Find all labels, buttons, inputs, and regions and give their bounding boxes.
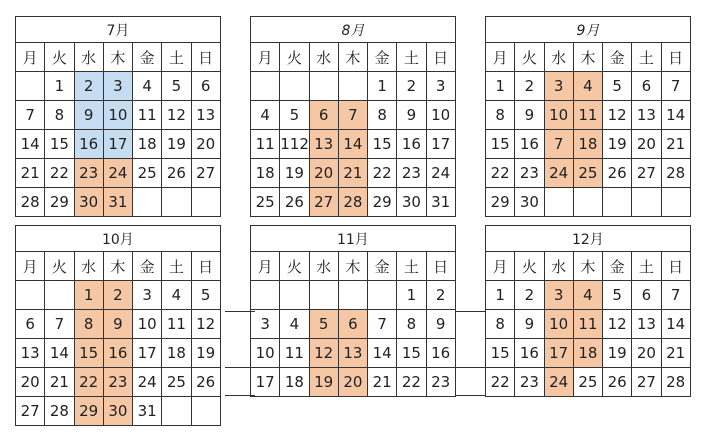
day-cell: 7 [338,101,367,130]
day-cell: 23 [515,159,544,188]
day-cell: 10 [426,101,455,130]
day-cell: 25 [573,368,602,397]
day-cell: 13 [632,101,661,130]
weekday-header: 金 [368,252,397,281]
weekday-header: 月 [486,252,515,281]
day-cell: 2 [103,281,132,310]
day-cell: 29 [486,188,515,217]
empty-cell [191,188,220,217]
day-cell: 7 [45,310,74,339]
day-cell: 16 [74,130,103,159]
day-cell: 21 [661,339,690,368]
weekday-header: 月 [251,252,280,281]
weekday-header: 金 [133,252,162,281]
day-cell: 25 [162,368,191,397]
weekday-header: 火 [515,252,544,281]
day-cell: 22 [486,368,515,397]
day-cell: 18 [573,339,602,368]
day-cell: 24 [103,159,132,188]
weekday-header: 土 [397,252,426,281]
day-cell: 14 [16,130,45,159]
month-title: 9月 [486,17,691,43]
day-cell: 19 [309,368,338,397]
day-cell: 31 [133,397,162,426]
day-cell: 24 [426,159,455,188]
weekday-header: 月 [16,252,45,281]
empty-cell [368,281,397,310]
day-cell: 1 [74,281,103,310]
empty-cell [544,188,573,217]
day-cell: 5 [603,281,632,310]
empty-cell [191,397,220,426]
empty-cell [661,188,690,217]
day-cell: 20 [191,130,220,159]
empty-cell [45,281,74,310]
day-cell: 14 [661,310,690,339]
day-cell: 14 [368,339,397,368]
day-cell: 25 [133,159,162,188]
day-cell: 23 [397,159,426,188]
day-cell: 7 [368,310,397,339]
day-cell: 29 [368,188,397,217]
day-cell: 7 [544,130,573,159]
day-cell: 19 [162,130,191,159]
day-cell: 13 [191,101,220,130]
month-calendar [250,225,456,397]
day-cell: 27 [632,159,661,188]
weekday-header: 火 [280,252,309,281]
day-cell: 9 [103,310,132,339]
day-cell: 8 [397,310,426,339]
empty-cell [309,72,338,101]
grid-connector-line [455,395,485,396]
day-cell: 21 [16,159,45,188]
day-cell: 4 [162,281,191,310]
day-cell: 20 [16,368,45,397]
month-table [15,16,221,217]
month-calendar [485,16,691,217]
day-cell: 6 [191,72,220,101]
month-table [250,225,456,397]
day-cell: 23 [74,159,103,188]
day-cell: 17 [251,368,280,397]
grid-connector-line [455,311,485,312]
day-cell: 6 [338,310,367,339]
day-cell: 1 [486,281,515,310]
day-cell: 22 [368,159,397,188]
weekday-header: 土 [162,252,191,281]
weekday-header: 日 [426,43,455,72]
month-title: 12月 [486,226,691,252]
day-cell: 11 [162,310,191,339]
day-cell: 11 [573,101,602,130]
day-cell: 26 [280,188,309,217]
weekday-header: 月 [486,43,515,72]
day-cell: 7 [661,281,690,310]
weekday-header: 火 [45,252,74,281]
weekday-header: 金 [603,43,632,72]
grid-connector-line [225,395,255,396]
day-cell: 6 [632,72,661,101]
day-cell: 11 [251,130,280,159]
weekday-header: 木 [338,43,367,72]
day-cell: 23 [426,368,455,397]
day-cell: 15 [397,339,426,368]
day-cell: 23 [515,368,544,397]
empty-cell [251,281,280,310]
weekday-header: 金 [368,43,397,72]
day-cell: 16 [103,339,132,368]
day-cell: 27 [309,188,338,217]
day-cell: 10 [103,101,132,130]
day-cell: 4 [133,72,162,101]
weekday-header: 水 [74,43,103,72]
day-cell: 13 [309,130,338,159]
day-cell: 3 [544,72,573,101]
day-cell: 3 [133,281,162,310]
day-cell: 13 [632,310,661,339]
day-cell: 30 [515,188,544,217]
weekday-header: 木 [338,252,367,281]
day-cell: 18 [162,339,191,368]
day-cell: 16 [397,130,426,159]
month-title: 11月 [251,226,456,252]
month-calendar [250,16,456,217]
weekday-header: 日 [191,252,220,281]
empty-cell [162,188,191,217]
empty-cell [573,188,602,217]
day-cell: 20 [632,339,661,368]
weekday-header: 木 [103,252,132,281]
day-cell: 4 [251,101,280,130]
day-cell: 30 [103,397,132,426]
empty-cell [280,72,309,101]
day-cell: 12 [603,310,632,339]
day-cell: 9 [426,310,455,339]
day-cell: 23 [103,368,132,397]
day-cell: 4 [573,281,602,310]
day-cell: 21 [661,130,690,159]
month-table [15,225,221,426]
day-cell: 7 [16,101,45,130]
day-cell: 12 [191,310,220,339]
day-cell: 17 [544,339,573,368]
day-cell: 30 [74,188,103,217]
month-table [485,225,691,397]
weekday-header: 日 [426,252,455,281]
day-cell: 18 [133,130,162,159]
weekday-header: 土 [397,43,426,72]
day-cell: 26 [603,159,632,188]
weekday-header: 水 [544,252,573,281]
day-cell: 29 [45,188,74,217]
day-cell: 10 [133,310,162,339]
weekday-header: 木 [573,43,602,72]
day-cell: 112 [280,130,309,159]
month-title: 10月 [16,226,221,252]
day-cell: 8 [368,101,397,130]
day-cell: 17 [426,130,455,159]
empty-cell [16,72,45,101]
weekday-header: 金 [603,252,632,281]
day-cell: 2 [515,72,544,101]
day-cell: 15 [486,130,515,159]
grid-connector-line [225,367,255,368]
day-cell: 22 [397,368,426,397]
day-cell: 18 [573,130,602,159]
weekday-header: 日 [661,43,690,72]
day-cell: 5 [280,101,309,130]
weekday-header: 火 [280,43,309,72]
day-cell: 21 [338,159,367,188]
day-cell: 11 [280,339,309,368]
day-cell: 20 [309,159,338,188]
day-cell: 1 [486,72,515,101]
day-cell: 3 [426,72,455,101]
day-cell: 24 [544,368,573,397]
weekday-header: 水 [544,43,573,72]
day-cell: 21 [368,368,397,397]
day-cell: 26 [191,368,220,397]
day-cell: 9 [74,101,103,130]
day-cell: 16 [426,339,455,368]
day-cell: 2 [74,72,103,101]
day-cell: 8 [486,101,515,130]
day-cell: 10 [544,101,573,130]
day-cell: 5 [191,281,220,310]
grid-connector-line [225,311,255,312]
day-cell: 16 [515,130,544,159]
day-cell: 28 [16,188,45,217]
day-cell: 6 [309,101,338,130]
day-cell: 8 [45,101,74,130]
day-cell: 27 [16,397,45,426]
weekday-header: 月 [251,43,280,72]
weekday-header: 火 [515,43,544,72]
day-cell: 1 [45,72,74,101]
month-table [485,16,691,217]
day-cell: 15 [45,130,74,159]
month-calendar [15,16,221,217]
day-cell: 19 [603,339,632,368]
day-cell: 19 [280,159,309,188]
grid-connector-line [455,367,485,368]
month-table [250,16,456,217]
day-cell: 12 [603,101,632,130]
day-cell: 11 [573,310,602,339]
empty-cell [309,281,338,310]
day-cell: 17 [103,130,132,159]
month-calendar [15,225,221,426]
empty-cell [603,188,632,217]
day-cell: 18 [280,368,309,397]
day-cell: 14 [45,339,74,368]
day-cell: 9 [397,101,426,130]
day-cell: 22 [486,159,515,188]
day-cell: 10 [251,339,280,368]
day-cell: 4 [573,72,602,101]
day-cell: 10 [544,310,573,339]
day-cell: 16 [515,339,544,368]
day-cell: 31 [103,188,132,217]
day-cell: 1 [397,281,426,310]
weekday-header: 木 [103,43,132,72]
day-cell: 22 [45,159,74,188]
empty-cell [133,188,162,217]
day-cell: 25 [251,188,280,217]
day-cell: 22 [74,368,103,397]
day-cell: 26 [603,368,632,397]
day-cell: 3 [103,72,132,101]
month-calendar [485,225,691,397]
day-cell: 15 [486,339,515,368]
day-cell: 15 [74,339,103,368]
weekday-header: 木 [573,252,602,281]
day-cell: 13 [338,339,367,368]
empty-cell [251,72,280,101]
day-cell: 27 [632,368,661,397]
day-cell: 18 [251,159,280,188]
empty-cell [632,188,661,217]
day-cell: 21 [45,368,74,397]
day-cell: 19 [603,130,632,159]
weekday-header: 金 [133,43,162,72]
day-cell: 12 [309,339,338,368]
weekday-header: 土 [632,43,661,72]
day-cell: 2 [397,72,426,101]
day-cell: 31 [426,188,455,217]
empty-cell [338,72,367,101]
day-cell: 29 [74,397,103,426]
day-cell: 5 [162,72,191,101]
day-cell: 6 [632,281,661,310]
day-cell: 2 [515,281,544,310]
day-cell: 3 [544,281,573,310]
day-cell: 20 [338,368,367,397]
weekday-header: 日 [191,43,220,72]
day-cell: 4 [280,310,309,339]
day-cell: 8 [486,310,515,339]
day-cell: 6 [16,310,45,339]
day-cell: 30 [397,188,426,217]
weekday-header: 月 [16,43,45,72]
weekday-header: 火 [45,43,74,72]
day-cell: 24 [544,159,573,188]
day-cell: 17 [133,339,162,368]
weekday-header: 水 [309,43,338,72]
day-cell: 13 [16,339,45,368]
empty-cell [16,281,45,310]
empty-cell [280,281,309,310]
day-cell: 2 [426,281,455,310]
day-cell: 9 [515,310,544,339]
empty-cell [338,281,367,310]
day-cell: 12 [162,101,191,130]
day-cell: 9 [515,101,544,130]
day-cell: 28 [45,397,74,426]
day-cell: 19 [191,339,220,368]
weekday-header: 日 [661,252,690,281]
day-cell: 28 [661,368,690,397]
month-title: 7月 [16,17,221,43]
day-cell: 27 [191,159,220,188]
day-cell: 8 [74,310,103,339]
weekday-header: 土 [632,252,661,281]
day-cell: 25 [573,159,602,188]
day-cell: 14 [338,130,367,159]
day-cell: 20 [632,130,661,159]
day-cell: 5 [309,310,338,339]
empty-cell [162,397,191,426]
day-cell: 11 [133,101,162,130]
day-cell: 5 [603,72,632,101]
month-title: 8月 [251,17,456,43]
day-cell: 26 [162,159,191,188]
weekday-header: 水 [74,252,103,281]
day-cell: 28 [661,159,690,188]
day-cell: 15 [368,130,397,159]
weekday-header: 土 [162,43,191,72]
weekday-header: 水 [309,252,338,281]
day-cell: 7 [661,72,690,101]
day-cell: 3 [251,310,280,339]
day-cell: 28 [338,188,367,217]
day-cell: 14 [661,101,690,130]
day-cell: 1 [368,72,397,101]
day-cell: 24 [133,368,162,397]
